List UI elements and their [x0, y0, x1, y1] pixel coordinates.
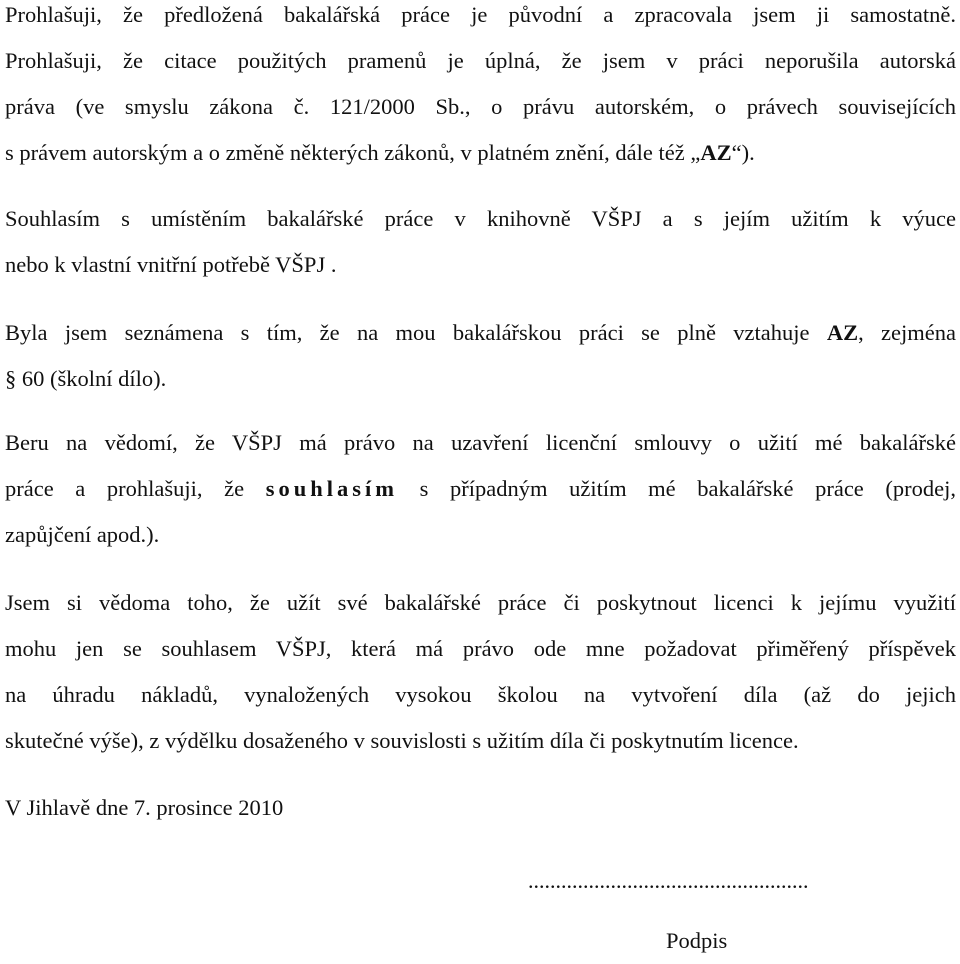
text-line: na úhradu nákladů, vynaložených vysokou školou na vytvoření díla (až do jejich [5, 682, 956, 707]
text-line: práva (ve smyslu zákona č. 121/2000 Sb., o právu autorském, o právech souvisejících [5, 94, 956, 119]
place-and-date: V Jihlavě dne 7. prosince 2010 [5, 795, 284, 820]
text-line: Souhlasím s umístěním bakalářské práce v knihovně VŠPJ a s jejím užitím k výuce [5, 206, 956, 231]
signature-line: ................................................... [528, 868, 809, 893]
text-line: Jsem si vědoma toho, že užít své bakalářské práce či poskytnout licenci k jejímu využití [5, 590, 956, 615]
text-line: Beru na vědomí, že VŠPJ má právo na uzavření licenční smlouvy o užití mé bakalářské [5, 430, 956, 455]
license-usage-paragraph [5, 580, 956, 764]
consent-word: souhlasím [265, 476, 399, 501]
text-fragment: práce a prohlašuji, že [5, 476, 266, 501]
text-line-last: zapůjčení apod.). [5, 522, 160, 547]
text-fragment: “). [731, 140, 755, 165]
text-line: Prohlašuji, že citace použitých pramenů je úplná, že jsem v práci neporušila autorská [5, 48, 956, 73]
library-consent-paragraph [5, 196, 956, 288]
text-fragment: , zejména [858, 320, 956, 345]
signature-label: Podpis [666, 928, 728, 953]
text-line-last [5, 130, 956, 176]
az-abbreviation: AZ [826, 320, 859, 345]
text-line-last: skutečné výše), z výdělku dosaženého v souvislosti s užitím díla či poskytnutím licence. [5, 728, 799, 753]
text-line: Prohlašuji, že předložená bakalářská práce je původní a zpracovala jsem ji samostatně. [5, 2, 956, 27]
text-fragment: s právem autorským a o změně některých zákonů, v platném znění, dále též „ [5, 140, 701, 165]
text-line: mohu jen se souhlasem VŠPJ, která má právo ode mne požadovat přiměřený příspěvek [5, 636, 956, 661]
text-line-last: § 60 (školní dílo). [5, 366, 167, 391]
text-line-last: nebo k vlastní vnitřní potřebě VŠPJ . [5, 252, 337, 277]
text-line [5, 466, 956, 512]
text-fragment: Byla jsem seznámena s tím, že na mou bakalářskou práci se plně vztahuje [5, 320, 827, 345]
text-fragment: s případným užitím mé bakalářské práce (prodej, [398, 476, 956, 501]
text-line [5, 310, 956, 356]
originality-paragraph [5, 0, 956, 176]
school-work-paragraph [5, 310, 956, 402]
license-agreement-paragraph [5, 420, 956, 558]
az-abbreviation: AZ [700, 140, 732, 165]
